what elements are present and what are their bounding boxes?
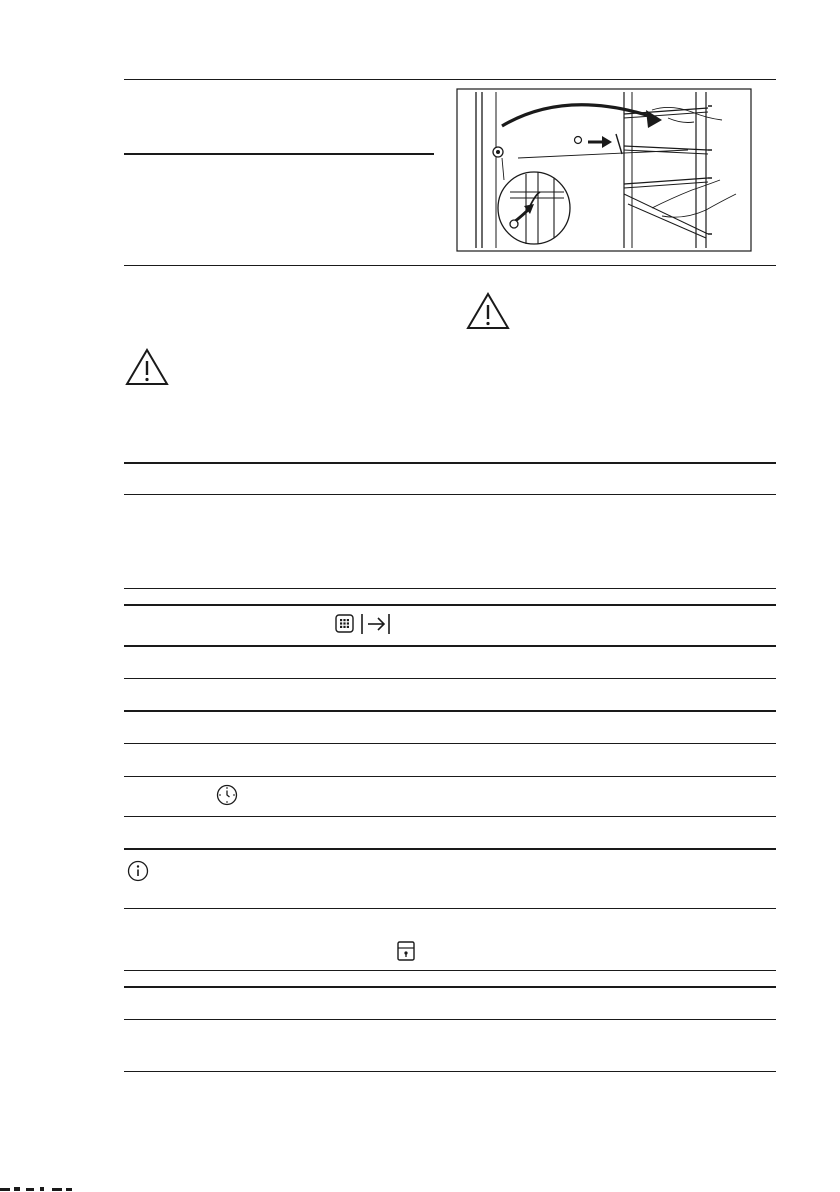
- scan-edge-mark: [0, 1186, 80, 1192]
- table-rule: [124, 776, 776, 777]
- info-icon: [127, 860, 149, 882]
- table-rule: [124, 1071, 776, 1072]
- shelf-support-illustration: [456, 88, 752, 252]
- door-lock-icon: [397, 941, 415, 961]
- table-rule: [124, 908, 776, 909]
- table-rule: [124, 986, 776, 988]
- table-rule: [124, 848, 776, 850]
- arrow-right-to-line-icon: [360, 612, 392, 636]
- table-rule: [124, 645, 776, 647]
- top-section-bottom-rule: [124, 265, 776, 266]
- table-rule: [124, 462, 776, 464]
- top-section-rule: [124, 79, 776, 80]
- warning-triangle-icon: [125, 348, 169, 386]
- step-divider-rule: [124, 153, 434, 155]
- warning-triangle-icon: [466, 292, 510, 330]
- table-rule: [124, 678, 776, 679]
- table-rule: [124, 970, 776, 971]
- table-rule: [124, 588, 776, 589]
- table-rule: [124, 1019, 776, 1020]
- table-rule: [124, 710, 776, 712]
- clock-icon: [216, 784, 238, 806]
- table-rule: [124, 604, 776, 606]
- keypad-grid-icon: [335, 614, 354, 633]
- table-rule: [124, 816, 776, 817]
- table-rule: [124, 743, 776, 744]
- table-rule: [124, 494, 776, 495]
